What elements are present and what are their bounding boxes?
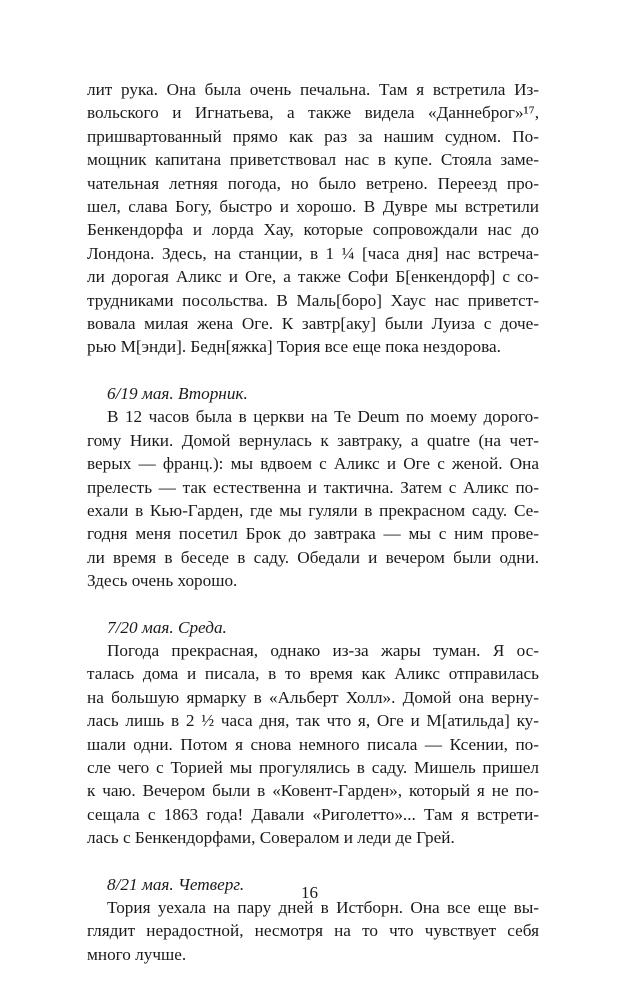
- text-line: вольского и Игнатьева, а также видела «Даннеброг»¹⁷,: [87, 103, 539, 123]
- text-line: В 12 часов была в церкви на Te Deum по моему дорого-: [107, 407, 539, 427]
- text-line: лась с Бенкендорфами, Совералом и леди де Грей.: [87, 828, 455, 848]
- text-line: гому Ники. Домой вернулась к завтраку, а quatre (на чет-: [87, 430, 539, 450]
- text-line: ехали в Кью-Гарден, где мы гуляли в прекрасном саду. Се-: [87, 500, 539, 520]
- text-line: на большую ярмарку в «Альберт Холл». Домой она верну-: [87, 687, 539, 707]
- entry-heading: 7/20 мая. Среда.: [107, 617, 227, 637]
- text-line: рью М[энди]. Бедн[яжка] Тория все еще пока нездорова.: [87, 337, 501, 357]
- entry-heading: 6/19 мая. Вторник.: [107, 383, 248, 403]
- text-line: ли дорогая Аликс и Оге, а также Софи Б[енкендорф] с со-: [87, 267, 539, 287]
- text-line: годня меня посетил Брок до завтрака — мы с ним прове-: [87, 524, 539, 544]
- text-line: мощник капитана приветствовал нас в купе. Стояла заме-: [87, 150, 539, 170]
- text-line: ли время в беседе в саду. Обедали и вечером были одни.: [87, 547, 539, 567]
- paragraph-entry: [87, 639, 539, 850]
- text-line: шел, слава Богу, быстро и хорошо. В Дувре мы встретили: [87, 197, 539, 217]
- text-line: пришвартованный прямо как раз за нашим судном. По-: [87, 126, 539, 146]
- text-line: глядит нерадостной, несмотря на то что чувствует себя: [87, 921, 539, 941]
- text-line: сле чего с Торией мы прогулялись в саду. Мишель пришел: [87, 757, 539, 777]
- text-line: сещала с 1863 года! Давали «Риголетто»... Там я встрети-: [87, 804, 539, 824]
- text-line: лит рука. Она была очень печальна. Там я встретила Из-: [87, 80, 539, 99]
- text-line: чательная летняя погода, но было ветрено. Переезд про-: [87, 173, 539, 193]
- text-line: Погода прекрасная, однако из-за жары туман. Я ос-: [107, 640, 539, 660]
- text-line: прелесть — так естественна и тактична. Затем с Аликс по-: [87, 477, 539, 497]
- text-line: Здесь очень хорошо.: [87, 571, 238, 591]
- text-line: талась дома и писала, в то время как Аликс отправилась: [87, 664, 539, 684]
- paragraph-entry: [87, 896, 539, 966]
- text-line: верых — франц.): мы вдвоем с Аликс и Оге с женой. Она: [87, 454, 539, 474]
- text-line: вовала милая жена Оге. К завтр[аку] были Луиза с доче-: [87, 314, 539, 334]
- text-line: Бенкендорфа и лорда Хау, которые сопровождали нас до: [87, 220, 539, 240]
- text-line: лась лишь в 2 ½ часа дня, так что я, Оге и М[атильда] ку-: [87, 711, 539, 731]
- text-line: Тория уехала на пару дней в Истборн. Она все еще вы-: [107, 898, 539, 917]
- text-line: к чаю. Вечером были в «Ковент-Гарден», который я не по-: [87, 781, 539, 801]
- page-number: 16: [301, 883, 318, 902]
- text-line: Лондона. Здесь, на станции, в 1 ¼ [часа дня] нас встреча-: [87, 243, 539, 263]
- page-body: [87, 78, 539, 966]
- text-line: трудниками посольства. В Маль[боро] Хаус нас приветст-: [87, 290, 539, 310]
- entry-heading: 8/21 мая. Четверг.: [107, 874, 245, 894]
- paragraph-entry: [87, 405, 539, 592]
- text-line: много лучше.: [87, 944, 187, 964]
- text-line: шали одни. Потом я снова немного писала — Ксении, по-: [87, 734, 539, 754]
- paragraph-intro: [87, 78, 539, 359]
